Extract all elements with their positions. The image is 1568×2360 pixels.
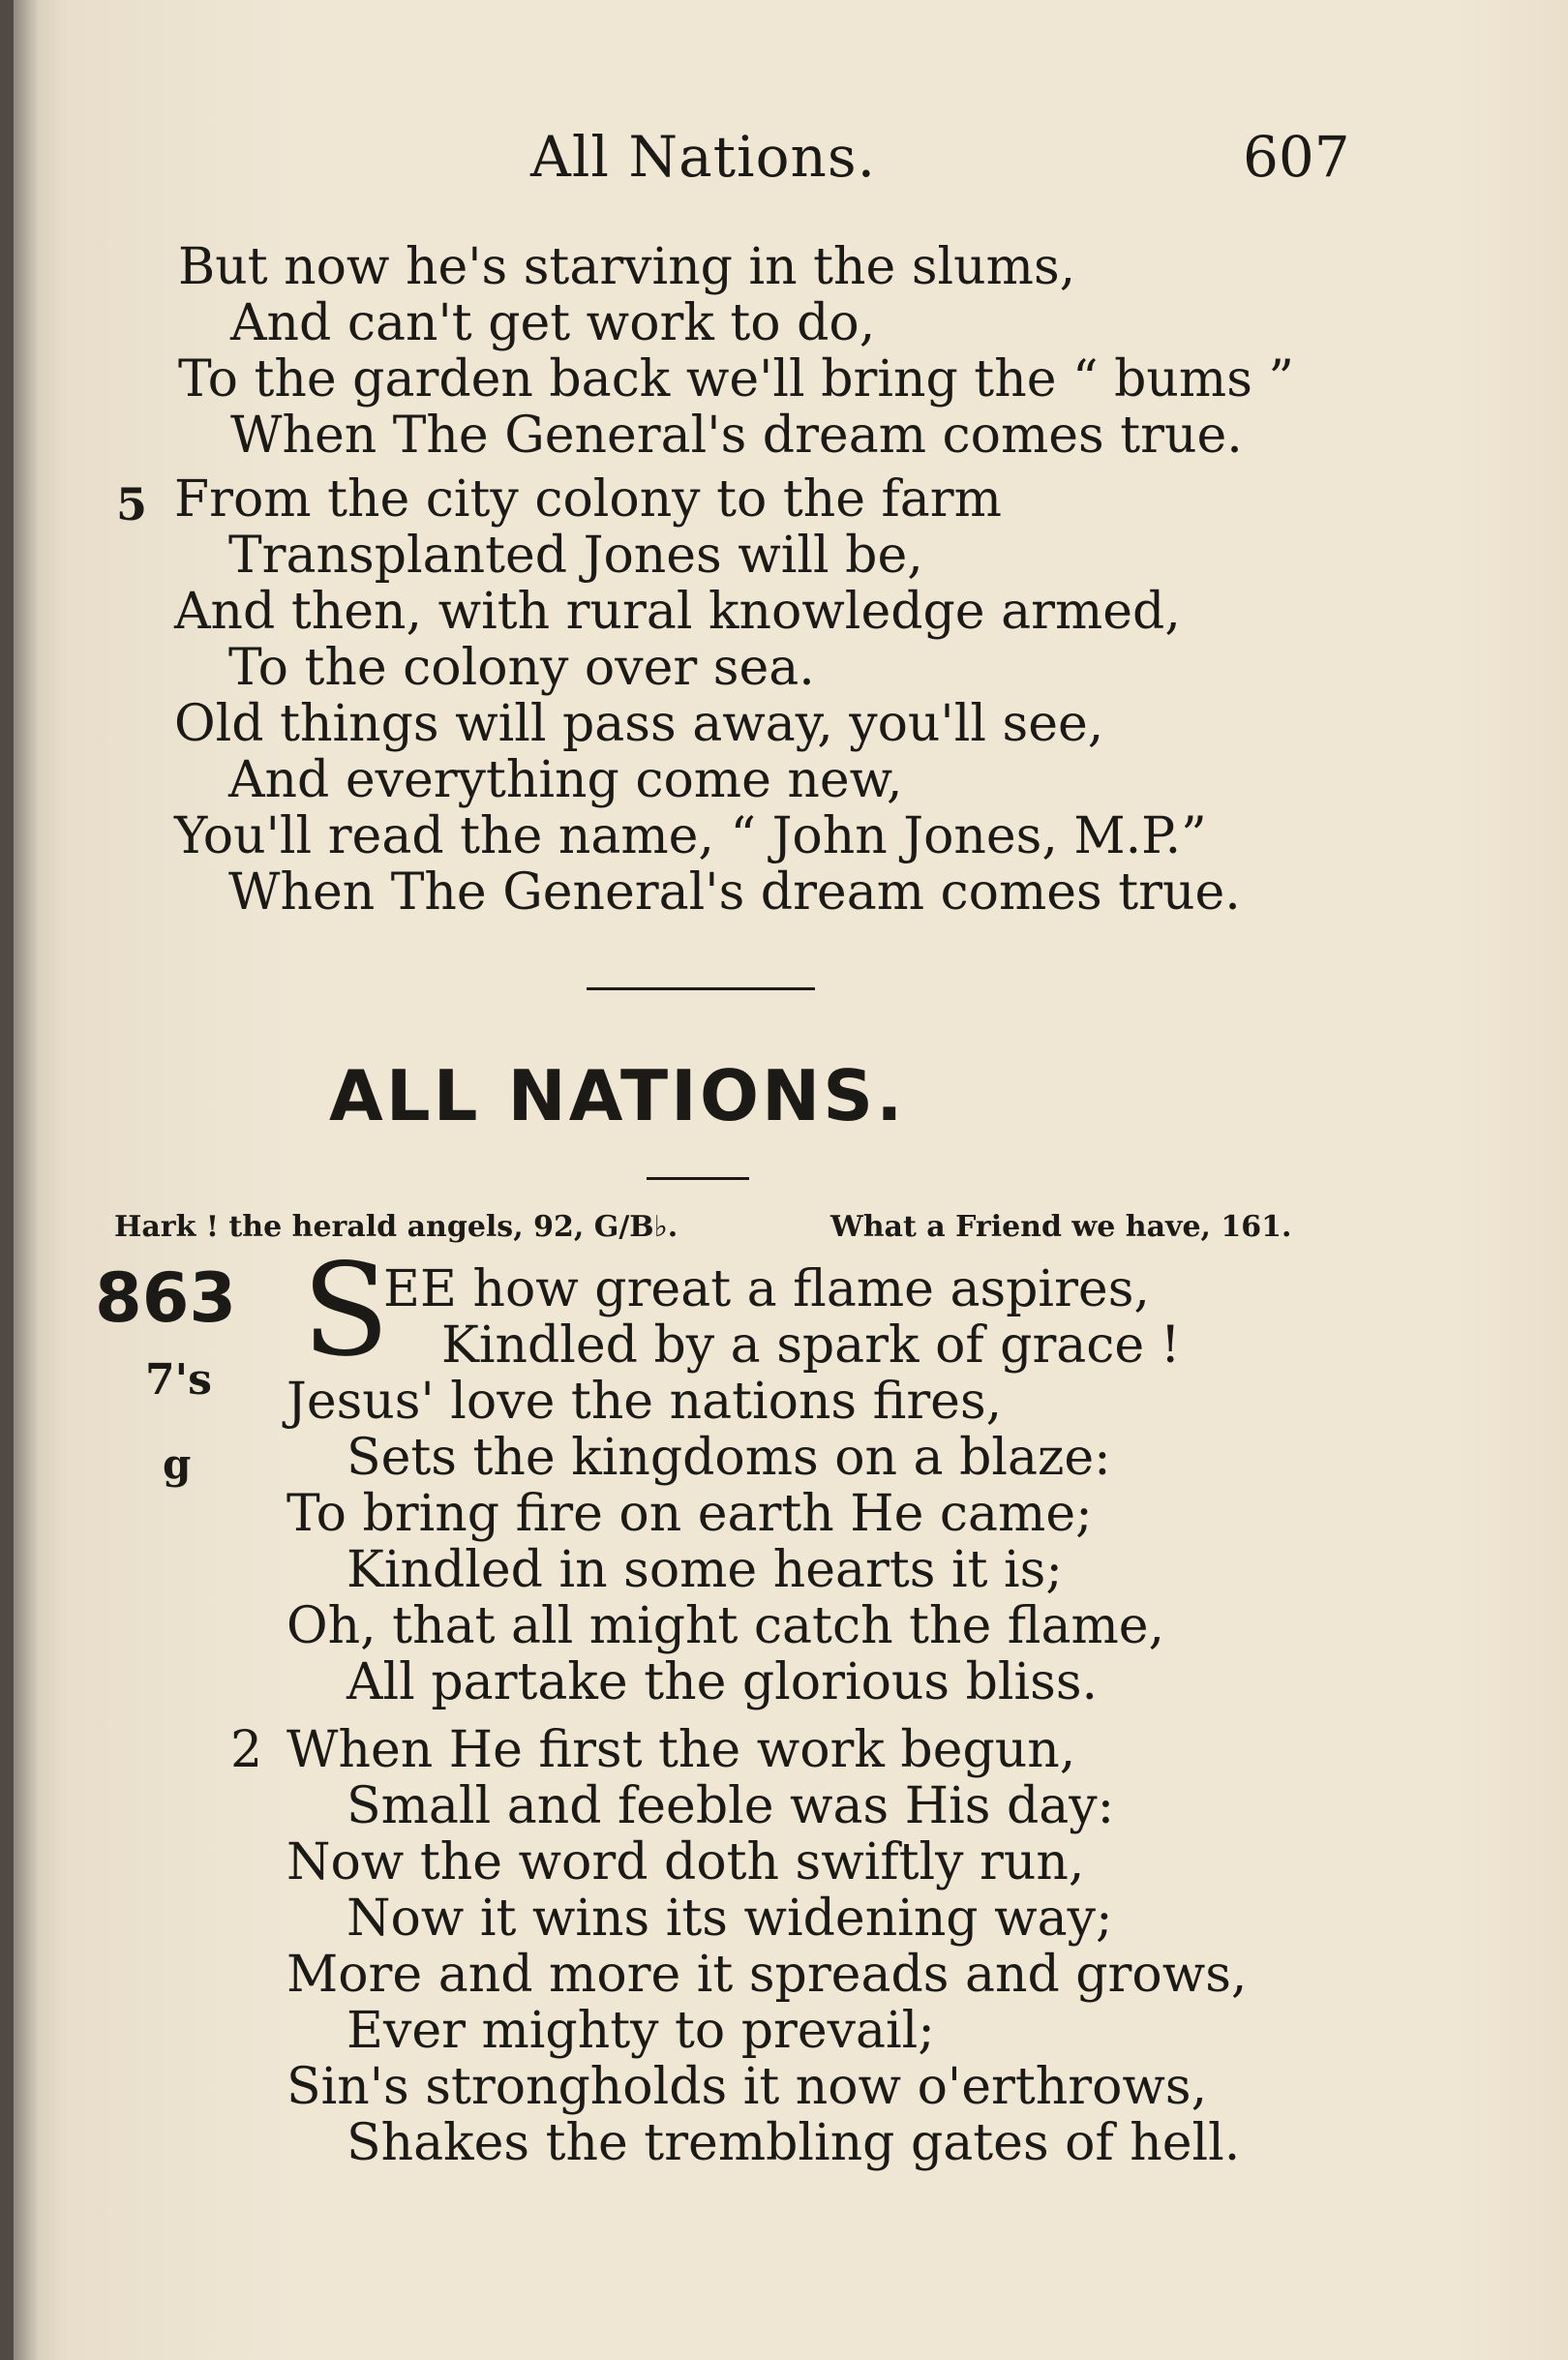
hymn-key: g [163,1440,192,1488]
hymn-line: More and more it spreads and grows, [286,1946,1248,2004]
stanza-line: Transplanted Jones will be, [228,527,923,585]
short-divider-rule [647,1177,749,1180]
stanza-line: To the garden back we'll bring the “ bums ” [178,350,1294,408]
hymn-line: When He first the work begun, [286,1721,1076,1779]
stanza-line: When The General's dream comes true. [230,407,1243,465]
stanza-line: From the city colony to the farm [174,470,1002,529]
hymn-line: Now the word doth swiftly run, [286,1833,1085,1891]
drop-cap: S [302,1236,390,1385]
hymn-line: Now it wins its widening way; [347,1890,1113,1948]
stanza-line: And then, with rural knowledge armed, [174,583,1181,641]
hymn-line: EE how great a flame aspires, [383,1260,1150,1318]
stanza-line: And everything come new, [228,751,903,809]
hymn-line: Kindled in some hearts it is; [347,1541,1063,1599]
section-title: ALL NATIONS. [329,1055,906,1136]
stanza-line: And can't get work to do, [230,294,876,352]
stanza-line: To the colony over sea. [228,639,815,697]
hymn-line: Sin's strongholds it now o'erthrows, [286,2058,1208,2116]
tune-reference-left: Hark ! the herald angels, 92, G/B♭. [114,1210,678,1244]
hymn-line: Small and feeble was His day: [347,1777,1115,1835]
stanza-line: You'll read the name, “ John Jones, M.P.” [174,807,1207,865]
hymn-line: Shakes the trembling gates of hell. [347,2114,1241,2172]
hymn-number: 863 [95,1258,237,1338]
stanza-line: But now he's starving in the slums, [178,238,1076,296]
stanza-line: Old things will pass away, you'll see, [174,695,1104,753]
tune-reference-right: What a Friend we have, 161. [830,1210,1292,1244]
hymn-line: Kindled by a spark of grace ! [441,1316,1181,1375]
book-spine-edge [0,0,14,2360]
hymn-line: Ever mighty to prevail; [347,2002,935,2060]
running-title: All Nations. [530,124,877,190]
stanza-line: When The General's dream comes true. [228,863,1241,922]
hymn-line: Oh, that all might catch the flame, [286,1597,1165,1655]
page-number: 607 [1243,124,1350,190]
hymn-line: Jesus' love the nations fires, [286,1373,1003,1431]
hymn-line: Sets the kingdoms on a blaze: [347,1429,1111,1487]
section-divider-rule [587,987,815,990]
hymn-meter: 7's [145,1355,212,1405]
verse-number: 5 [116,478,148,530]
hymn-line: To bring fire on earth He came; [286,1485,1093,1543]
verse-number: 2 [230,1721,263,1779]
hymn-line: All partake the glorious bliss. [347,1653,1099,1711]
